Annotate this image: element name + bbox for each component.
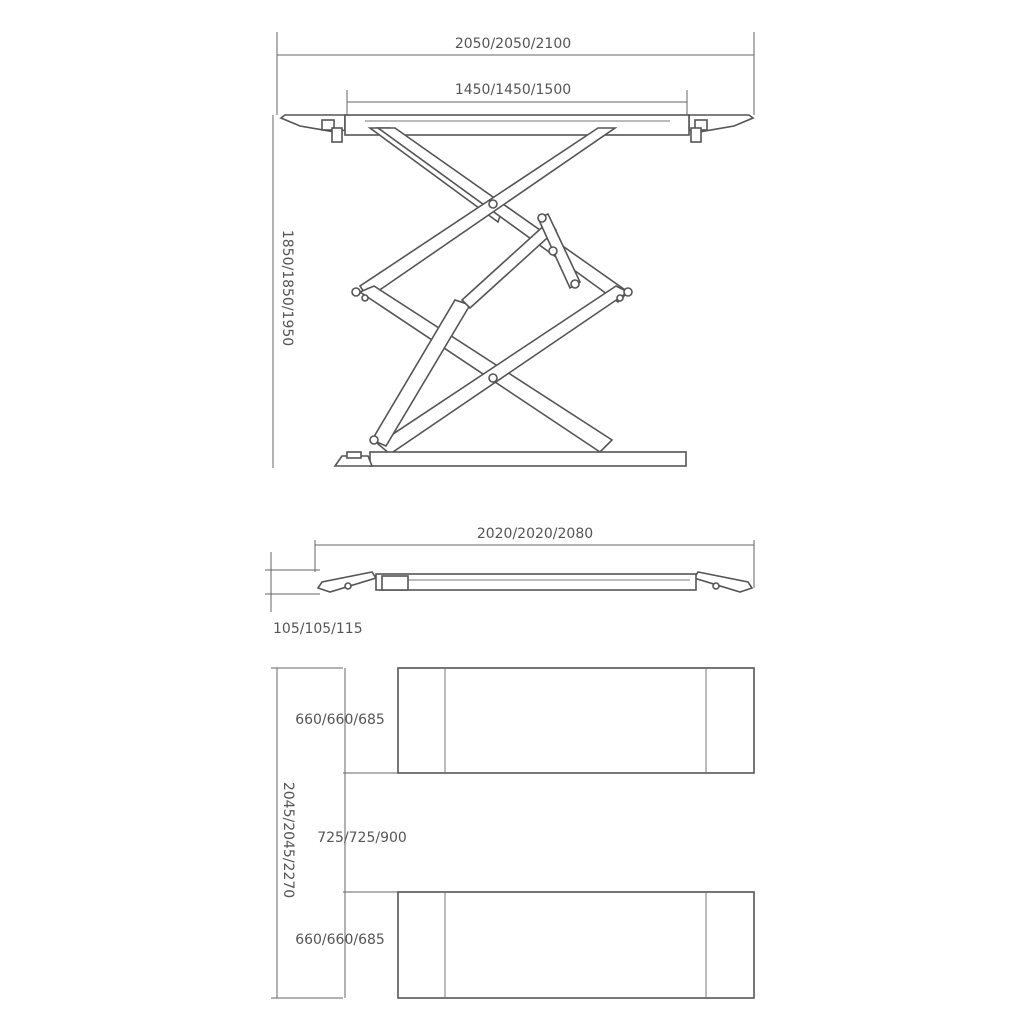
platform-width-upper-label: 660/660/685 xyxy=(295,712,385,728)
top-view xyxy=(271,668,754,998)
platform-width-lower-label: 660/660/685 xyxy=(295,932,385,948)
end-platform xyxy=(318,572,752,592)
upper-platform-top xyxy=(398,668,754,773)
min-height-label: 105/105/115 xyxy=(273,621,363,637)
platform-length-label: 1450/1450/1500 xyxy=(454,82,572,98)
overall-width-label: 2045/2045/2270 xyxy=(280,781,296,899)
overall-length-label: 2050/2050/2100 xyxy=(454,36,572,52)
scissor-arms xyxy=(352,128,632,454)
gap-dimensions xyxy=(295,668,407,998)
base-plate xyxy=(335,452,686,466)
lower-platform-top xyxy=(398,892,754,998)
max-height-dimension xyxy=(273,115,295,468)
end-view xyxy=(265,526,754,637)
end-overall-length-label: 2020/2020/2080 xyxy=(476,526,594,542)
min-height-dimension xyxy=(265,552,363,637)
side-view xyxy=(273,32,754,468)
gap-between-label: 725/725/900 xyxy=(317,830,407,846)
overall-length-dimension xyxy=(277,32,754,115)
top-platform xyxy=(281,115,753,142)
max-height-label: 1850/1850/1950 xyxy=(279,229,295,347)
